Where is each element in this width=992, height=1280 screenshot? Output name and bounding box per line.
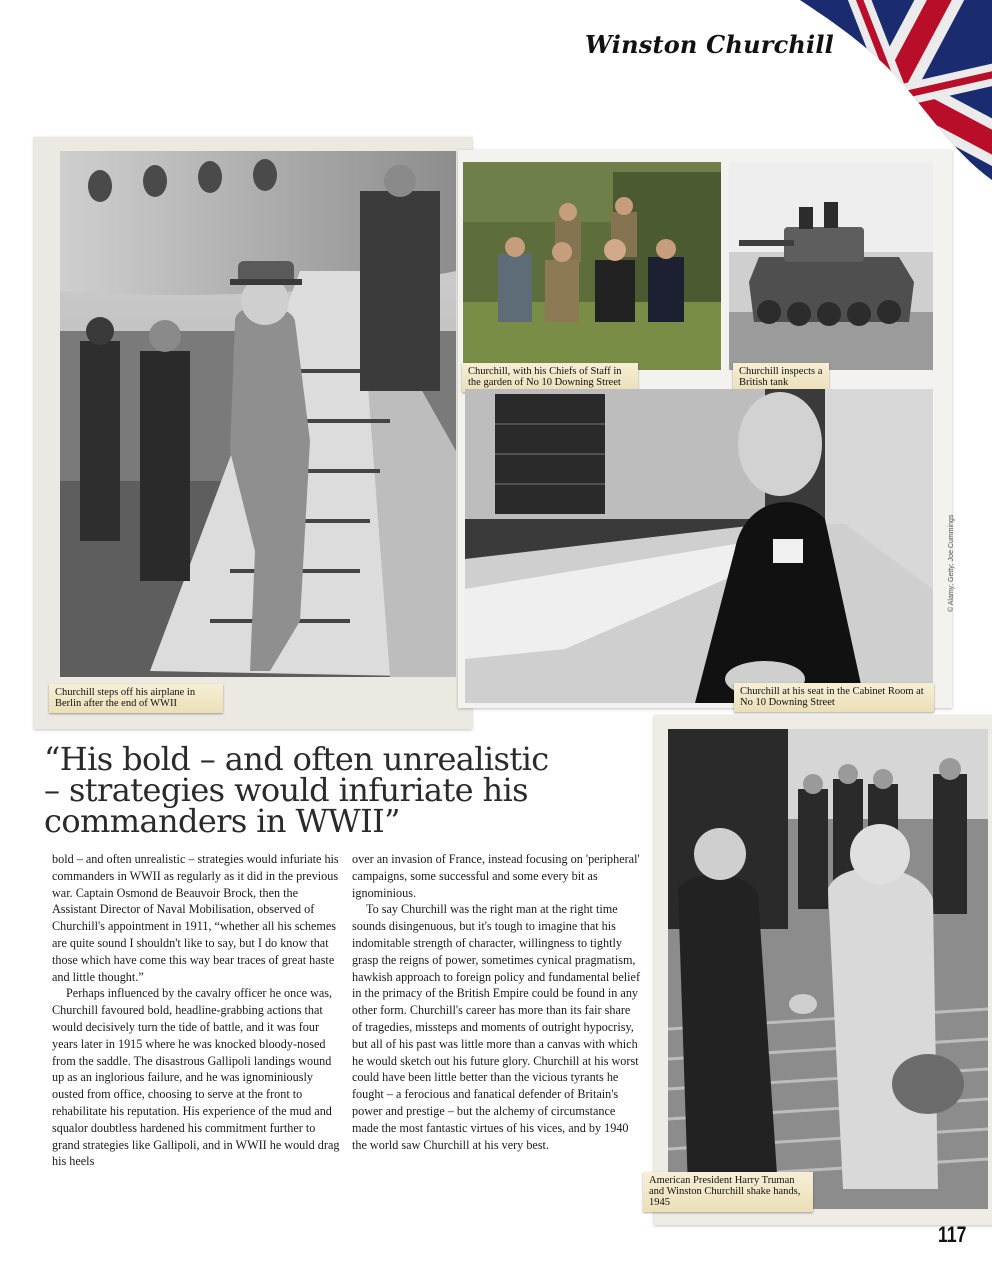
pull-quote	[44, 740, 549, 840]
body-column-2	[352, 851, 642, 1153]
body-paragraph: bold – and often unrealistic – strategies would infuriate his commanders in WWII as regularly as it did in the previous war. Captain Osmond de Beauvoir Brock, then the Assistant Director of Naval Mobilisation, observed of Churchill's appointment in 1911, “whether all his schemes are quite sound I shouldn't like to say, but I do know that those which have come this way bear traces of great haste and little thought.”	[52, 852, 339, 984]
pull-quote-line: commanders in WWII”	[44, 802, 400, 840]
caption-truman: American President Harry Truman and Winston Churchill shake hands, 1945	[643, 1172, 813, 1212]
running-title: Winston Churchill	[585, 30, 834, 59]
photo-chiefs-of-staff	[463, 162, 721, 370]
caption-plane: Churchill steps off his airplane in Berlin after the end of WWII	[49, 684, 223, 713]
photo-tank	[729, 162, 933, 370]
photo-credit: © Alamy; Getty; Joe Cummings	[948, 514, 955, 612]
pull-quote-line: – strategies would infuriate his	[44, 771, 528, 809]
caption-chiefs: Churchill, with his Chiefs of Staff in the garden of No 10 Downing Street	[462, 363, 638, 392]
body-paragraph: over an invasion of France, instead focusing on 'peripheral' campaigns, some successful and some every bit as ignominious.	[352, 852, 640, 900]
photo-cabinet-room	[465, 389, 933, 703]
photo-churchill-plane	[60, 151, 456, 677]
photo-truman-handshake	[668, 729, 988, 1209]
caption-cabinet: Churchill at his seat in the Cabinet Room at No 10 Downing Street	[734, 683, 934, 712]
caption-tank: Churchill inspects a British tank	[733, 363, 829, 392]
body-column-1	[52, 851, 344, 1170]
page-number: 117	[938, 1222, 967, 1247]
body-paragraph: To say Churchill was the right man at the right time sounds disingenuous, but it's tough to imagine that his indomitable strength of character, willingness to tightly grasp the reigns of power, sometimes cynical pragmatism, hawkish approach to foreign policy and fundamental belief in the primacy of the British Empire could be found in any other form. Churchill's career has more than its fair share of tragedies, missteps and moments of outright hypocrisy, but all of his past was little more than a canvas with which he would sketch out his future glory. Churchill at his worst could have been little better than the vicious tyrants he fought – a ferocious and fanatical defender of Britain's power and prestige – but the alchemy of circumstance made the most fantastic virtues of his vices, and by 1940 the world saw Churchill at his very best.	[352, 902, 641, 1152]
body-paragraph: Perhaps influenced by the cavalry officer he once was, Churchill favoured bold, headline-grabbing actions that would decisively turn the tide of battle, and it was four years later in 1915 where he was knocked bloody-nosed from the saddle. The disastrous Gallipoli landings wound up as an inglorious failure, and he was ignominiously ousted from office, choosing to serve at the front to rehabilitate his reputation. His experience of the mud and squalor doubtless hardened his commitment further to grand strategies like Gallipoli, and in WWII he would drag his heels	[52, 986, 340, 1169]
pull-quote-line: “His bold – and often unrealistic	[44, 740, 549, 778]
